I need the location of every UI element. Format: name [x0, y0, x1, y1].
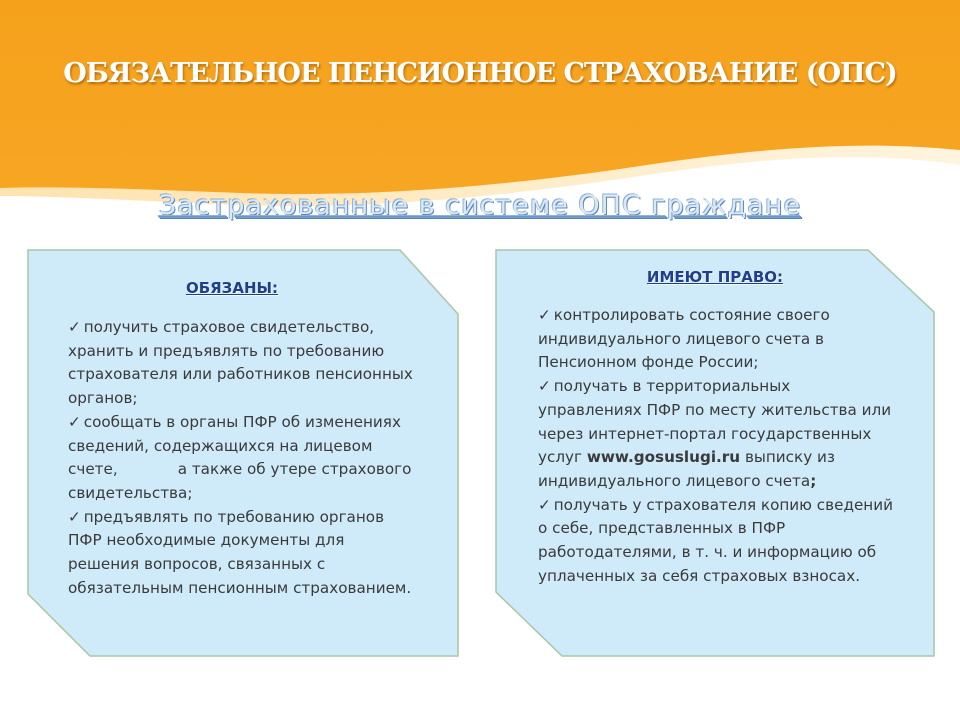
checkmark-icon: ✓ — [68, 318, 81, 336]
list-item: ✓ получать в территориальных управлениях ПФР по месту жительства или через интернет-портал государственных услуг www.gosuslugi.ru выписку из индивидуального лицевого счета; — [538, 377, 892, 490]
list-item: ✓ получать у страхователя копию сведений о себе, представленных в ПФР работодателями, в т. ч. и информацию об уплаченных за себя страховых взносах. — [538, 495, 893, 585]
checkmark-icon: ✓ — [538, 495, 551, 514]
list-item: ✓ сообщать в органы ПФР об изменениях сведений, содержащихся на лицевом счете, а также об утере страхового свидетельства; — [68, 412, 412, 502]
checkmark-icon: ✓ — [68, 412, 81, 431]
checkmark-icon: ✓ — [538, 377, 551, 396]
obligations-list — [68, 316, 418, 600]
obligations-panel — [22, 246, 462, 660]
obligations-heading: ОБЯЗАНЫ: — [185, 279, 279, 297]
checkmark-icon: ✓ — [68, 507, 81, 526]
slide-subtitle[interactable]: Застрахованные в системе ОПС граждане — [158, 190, 802, 221]
slide-title: ОБЯЗАТЕЛЬНОЕ ПЕНСИОННОЕ СТРАХОВАНИЕ (ОПС) — [63, 58, 897, 89]
rights-heading: ИМЕЮТ ПРАВО: — [646, 268, 784, 286]
list-item: ✓ предъявлять по требованию органов ПФР необходимые документы для решения вопросов, связанных с обязательным пенсионным страхованием. — [68, 507, 412, 597]
rights-panel — [492, 246, 938, 660]
list-item: ✓ контролировать состояние своего индивидуального лицевого счета в Пенсионном фонде России; — [538, 306, 830, 372]
list-item: ✓ получить страховое свидетельство, хранить и предъявлять по требованию страхователя или работников пенсионных органов; — [68, 318, 413, 408]
gosuslugi-link[interactable]: www.gosuslugi.ru — [586, 448, 741, 467]
checkmark-icon: ✓ — [538, 306, 551, 324]
rights-list — [538, 304, 894, 588]
